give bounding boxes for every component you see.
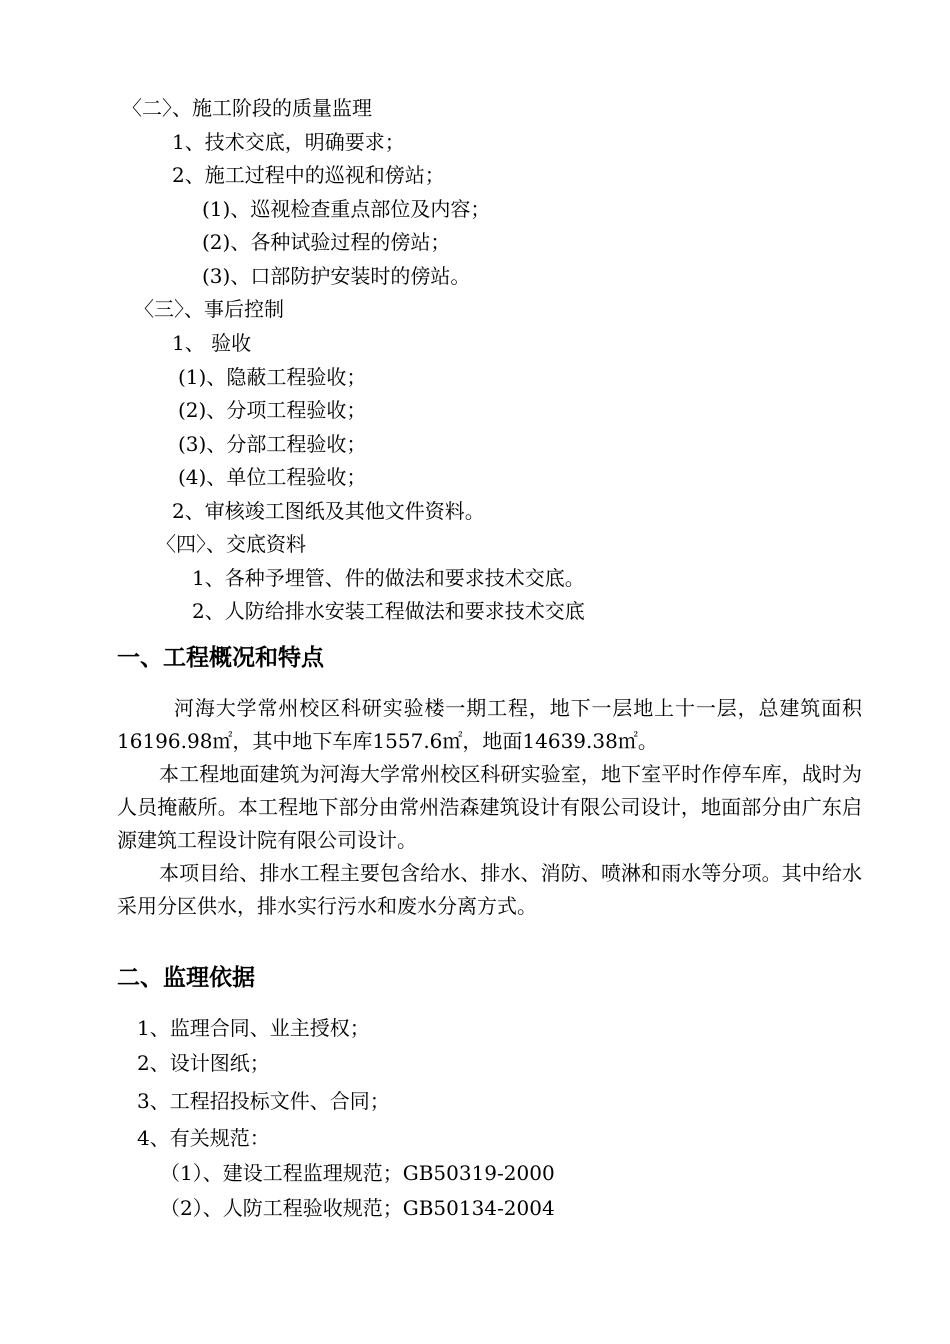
overview-heading: 一、工程概况和特点 <box>117 645 324 671</box>
handover-item-2: 2、人防给排水安装工程做法和要求技术交底 <box>192 599 585 623</box>
overview-paragraph-2: 本工程地面建筑为河海大学常州校区科研实验室，地下室平时作停车库，战时为人员掩蔽所。本工程地下部分由常州浩森建筑设计有限公司设计，地面部分由广东启源建筑工程设计院有限公司设计。 <box>117 762 862 852</box>
acceptance-subitem-1: (1)、隐蔽工程验收； <box>178 365 367 389</box>
overview-body <box>117 692 862 923</box>
norm-item-2: （2）、人防工程验收规范；GB50134-2004 <box>160 1196 555 1220</box>
basis-item-4: 4、有关规范： <box>137 1126 270 1150</box>
norm-item-1: （1）、建设工程监理规范；GB50319-2000 <box>160 1161 555 1185</box>
quality-subitem-2: (2)、各种试验过程的傍站； <box>202 230 451 254</box>
acceptance-item: 1、 验收 <box>172 331 252 355</box>
quality-subitem-3: (3)、口部防护安装时的傍站。 <box>202 264 471 288</box>
quality-item-2: 2、施工过程中的巡视和傍站； <box>172 163 445 187</box>
basis-heading: 二、监理依据 <box>117 965 255 991</box>
acceptance-subitem-3: (3)、分部工程验收； <box>178 432 367 456</box>
handover-heading: 〈四〉、交底资料 <box>156 532 306 556</box>
basis-item-3: 3、工程招投标文件、合同； <box>137 1089 390 1113</box>
review-drawings-item: 2、审核竣工图纸及其他文件资料。 <box>172 499 485 523</box>
quality-item-1: 1、技术交底，明确要求； <box>172 130 405 154</box>
basis-item-2: 2、设计图纸； <box>137 1051 270 1075</box>
overview-paragraph-1: 河海大学常州校区科研实验楼一期工程，地下一层地上十一层，总建筑面积16196.98㎡，其中地下车库1557.6㎡，地面14639.38㎡。 <box>117 696 862 753</box>
post-control-heading: 〈三〉、事后控制 <box>134 297 284 321</box>
overview-paragraph-3: 本项目给、排水工程主要包含给水、排水、消防、喷淋和雨水等分项。其中给水采用分区供水，排水实行污水和废水分离方式。 <box>117 861 862 918</box>
acceptance-subitem-4: (4)、单位工程验收； <box>178 465 367 489</box>
acceptance-subitem-2: (2)、分项工程验收； <box>178 398 367 422</box>
quality-subitem-1: (1)、巡视检查重点部位及内容； <box>202 197 491 221</box>
handover-item-1: 1、各种予埋管、件的做法和要求技术交底。 <box>192 566 585 590</box>
basis-item-1: 1、监理合同、业主授权； <box>137 1016 370 1040</box>
quality-section-heading: 〈二〉、施工阶段的质量监理 <box>122 96 372 120</box>
